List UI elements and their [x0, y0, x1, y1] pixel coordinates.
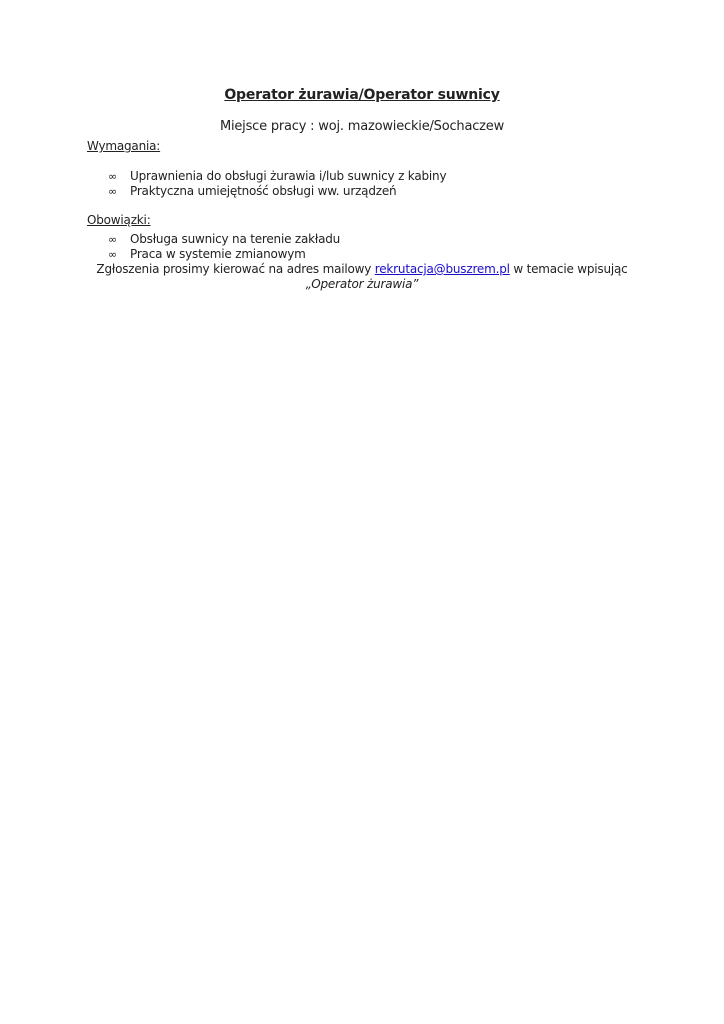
list-item: [108, 184, 446, 199]
infinity-bullet-icon: ∞: [108, 248, 117, 261]
infinity-bullet-icon: ∞: [108, 170, 117, 183]
contact-prefix: Zgłoszenia prosimy kierować na adres mailowy: [96, 262, 375, 276]
workplace-line: Miejsce pracy : woj. mazowieckie/Sochaczew: [219, 119, 505, 134]
infinity-bullet-icon: ∞: [108, 233, 117, 246]
requirement-text: Praktyczna umiejętność obsługi ww. urządzeń: [130, 184, 397, 198]
list-item: [108, 232, 340, 247]
list-item: [108, 247, 340, 262]
contact-suffix: w temacie wpisując: [509, 262, 628, 276]
job-title: Operator żurawia/Operator suwnicy: [224, 87, 500, 103]
requirements-list: [108, 169, 446, 199]
requirement-text: Uprawnienia do obsługi żurawia i/lub suwnicy z kabiny: [130, 169, 447, 183]
duty-text: Praca w systemie zmianowym: [130, 247, 306, 261]
infinity-bullet-icon: ∞: [108, 185, 117, 198]
list-item: [108, 169, 446, 184]
email-link[interactable]: rekrutacja@buszrem.pl: [374, 262, 510, 276]
email-subject: „Operator żurawia”: [305, 277, 419, 291]
duties-list: [108, 232, 340, 262]
contact-line: [0, 262, 724, 277]
duty-text: Obsługa suwnicy na terenie zakładu: [130, 232, 341, 246]
duties-heading: Obowiązki:: [87, 213, 151, 227]
application-instructions: [0, 262, 724, 292]
requirements-heading: Wymagania:: [87, 139, 161, 153]
